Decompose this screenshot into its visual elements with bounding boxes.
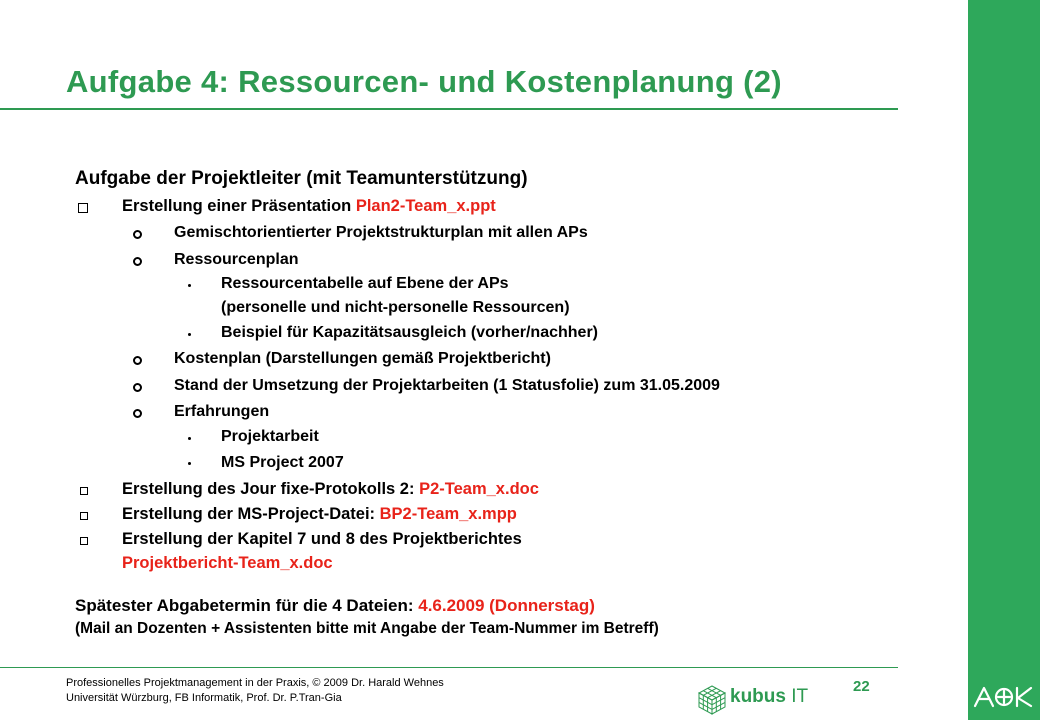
circle-bullet-icon: [133, 409, 142, 418]
item-text: Erstellung des Jour fixe-Protokolls 2:: [122, 480, 420, 498]
kubus-brand: kubus: [730, 686, 786, 707]
file-name: P2-Team_x.doc: [419, 480, 539, 498]
item-ressourcentabelle: Ressourcentabelle auf Ebene der APs: [221, 275, 509, 292]
deadline: [75, 596, 595, 616]
circle-bullet-icon: [133, 257, 142, 266]
square-bullet-icon: [80, 537, 88, 545]
item-praesentation: [122, 197, 496, 216]
footer-divider: [0, 667, 898, 668]
item-protokoll: [122, 480, 539, 499]
slide-title: Aufgabe 4: Ressourcen- und Kostenplanung (2): [66, 64, 782, 99]
circle-bullet-icon: [133, 230, 142, 239]
brand-sidebar: [968, 0, 1040, 720]
item-kapazitaet: Beispiel für Kapazitätsausgleich (vorher/nachher): [221, 324, 598, 341]
deadline-date: 4.6.2009 (Donnerstag): [418, 596, 595, 615]
dot-bullet-icon: [188, 284, 191, 287]
item-msdatei: [122, 505, 517, 524]
dot-bullet-icon: [188, 437, 191, 440]
file-name: BP2-Team_x.mpp: [379, 505, 517, 523]
item-projektarbeit: Projektarbeit: [221, 428, 319, 445]
item-msproject: MS Project 2007: [221, 454, 344, 471]
square-bullet-icon: [78, 203, 88, 213]
square-bullet-icon: [80, 487, 88, 495]
page-number: 22: [853, 678, 870, 695]
deadline-note: (Mail an Dozenten + Assistenten bitte mit Angabe der Team-Nummer im Betreff): [75, 620, 659, 637]
item-kostenplan: Kostenplan (Darstellungen gemäß Projektbericht): [174, 350, 551, 367]
aok-logo: [973, 686, 1035, 708]
item-ressourcenplan: Ressourcenplan: [174, 251, 299, 268]
file-name: Plan2-Team_x.ppt: [355, 197, 496, 215]
item-erfahrungen: Erfahrungen: [174, 403, 270, 420]
footer-line-1: Professionelles Projektmanagement in der Praxis, © 2009 Dr. Harald Wehnes: [66, 677, 444, 689]
item-kapitel: Erstellung der Kapitel 7 und 8 des Projektberichtes: [122, 530, 522, 548]
footer-line-2: Universität Würzburg, FB Informatik, Prof. Dr. P.Tran-Gia: [66, 692, 342, 704]
dot-bullet-icon: [188, 462, 191, 465]
kubus-logo-text: [730, 686, 808, 708]
item-text: Erstellung einer Präsentation: [122, 197, 356, 215]
item-text: Erstellung der MS-Project-Datei:: [122, 505, 380, 523]
kubus-cube-icon: [697, 684, 727, 716]
dot-bullet-icon: [188, 333, 191, 336]
deadline-text: Spätester Abgabetermin für die 4 Dateien:: [75, 596, 419, 615]
item-ressourcentabelle-detail: (personelle und nicht-personelle Ressourcen): [221, 299, 570, 316]
item-stand: Stand der Umsetzung der Projektarbeiten (1 Statusfolie) zum 31.05.2009: [174, 377, 720, 394]
circle-bullet-icon: [133, 356, 142, 365]
section-heading: Aufgabe der Projektleiter (mit Teamunterstützung): [75, 168, 528, 189]
file-name: Projektbericht-Team_x.doc: [122, 554, 333, 572]
square-bullet-icon: [80, 512, 88, 520]
item-psp: Gemischtorientierter Projektstrukturplan mit allen APs: [174, 224, 588, 241]
kubus-suffix: IT: [785, 686, 809, 707]
circle-bullet-icon: [133, 383, 142, 392]
